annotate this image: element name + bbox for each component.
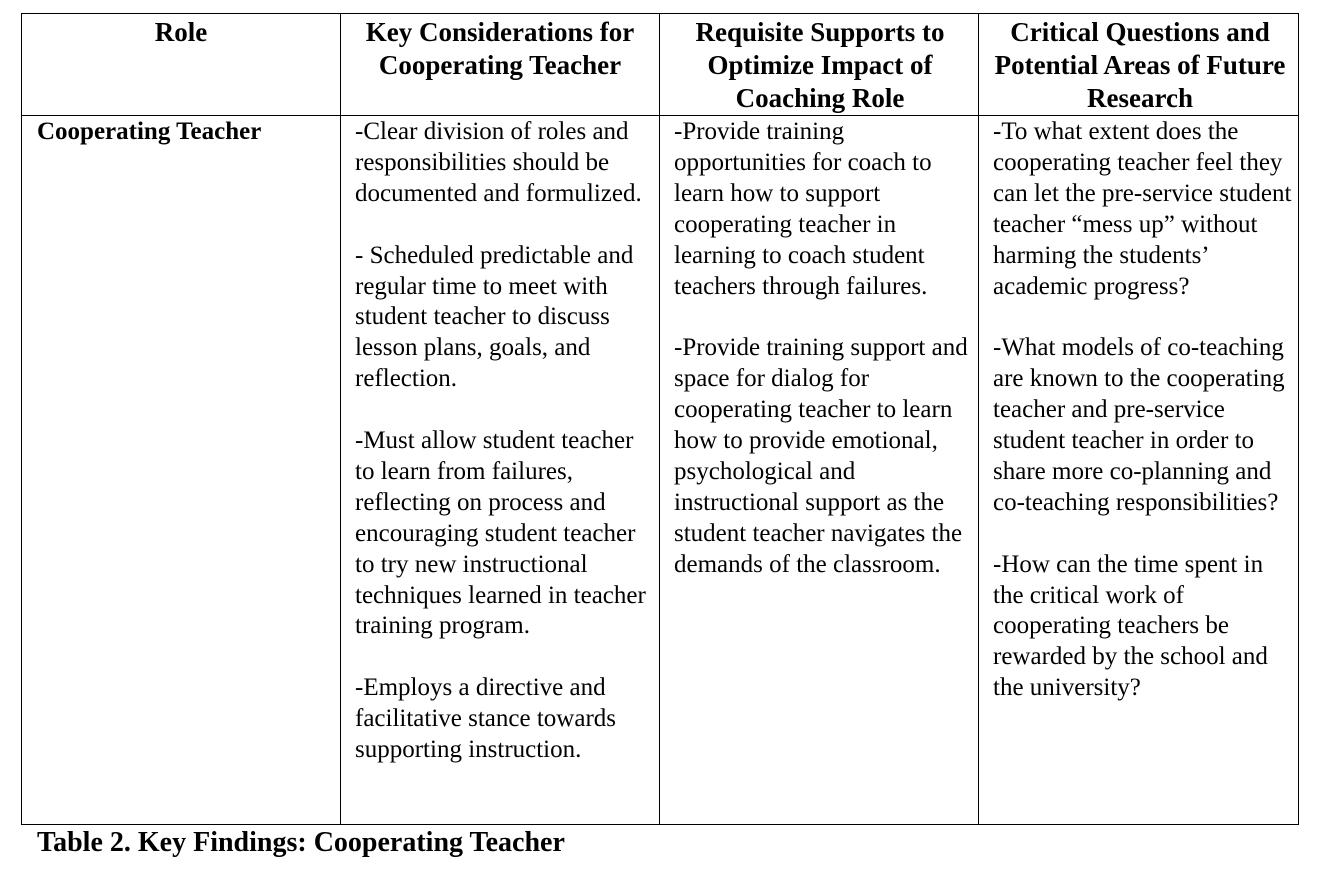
header-requisite-supports: Requisite Supports to Optimize Impact of Coaching Role bbox=[695, 17, 945, 113]
requisite-supports-cell bbox=[674, 117, 972, 581]
key-consideration-item: -Must allow student teacher to learn from failures, reflecting on process and encouraging student teacher to try new instructional techniques learned in teacher training program. bbox=[355, 427, 646, 640]
critical-questions-cell bbox=[993, 117, 1295, 704]
column-divider bbox=[340, 14, 341, 824]
key-consideration-item: -Clear division of roles and responsibilities should be documented and formulized. bbox=[355, 118, 642, 207]
column-divider bbox=[978, 14, 979, 824]
header-critical-questions: Critical Questions and Potential Areas of Future Research bbox=[994, 17, 1286, 113]
critical-question-item: -How can the time spent in the critical work of cooperating teachers be rewarded by the school and the university? bbox=[993, 550, 1268, 702]
requisite-support-item: -Provide training support and space for dialog for cooperating teacher to learn how to provide emotional, psychological and instructional support as the student teacher navigates the demands of the classroom. bbox=[674, 334, 968, 578]
findings-table bbox=[21, 13, 1299, 825]
column-divider bbox=[659, 14, 660, 824]
header-role: Role bbox=[154, 17, 208, 47]
critical-question-item: -To what extent does the cooperating teacher feel they can let the pre-service student teacher “mess up” without harming the students’ academic progress? bbox=[993, 118, 1292, 300]
header-divider bbox=[22, 115, 1298, 116]
header-key-considerations: Key Considerations for Cooperating Teacher bbox=[365, 17, 635, 80]
table-caption: Table 2. Key Findings: Cooperating Teacher bbox=[37, 827, 565, 858]
key-consideration-item: - Scheduled predictable and regular time to meet with student teacher to discuss lesson plans, goals, and reflection. bbox=[355, 241, 634, 393]
role-cell: Cooperating Teacher bbox=[37, 118, 262, 145]
key-consideration-item: -Employs a directive and facilitative stance towards supporting instruction. bbox=[355, 674, 616, 764]
critical-question-item: -What models of co-teaching are known to the cooperating teacher and pre-service student teacher in order to share more co-planning and co-teaching responsibilities? bbox=[993, 334, 1285, 516]
key-considerations-cell bbox=[355, 117, 653, 766]
requisite-support-item: -Provide training opportunities for coach to learn how to support cooperating teacher in learning to coach student teachers through failures. bbox=[674, 118, 932, 300]
